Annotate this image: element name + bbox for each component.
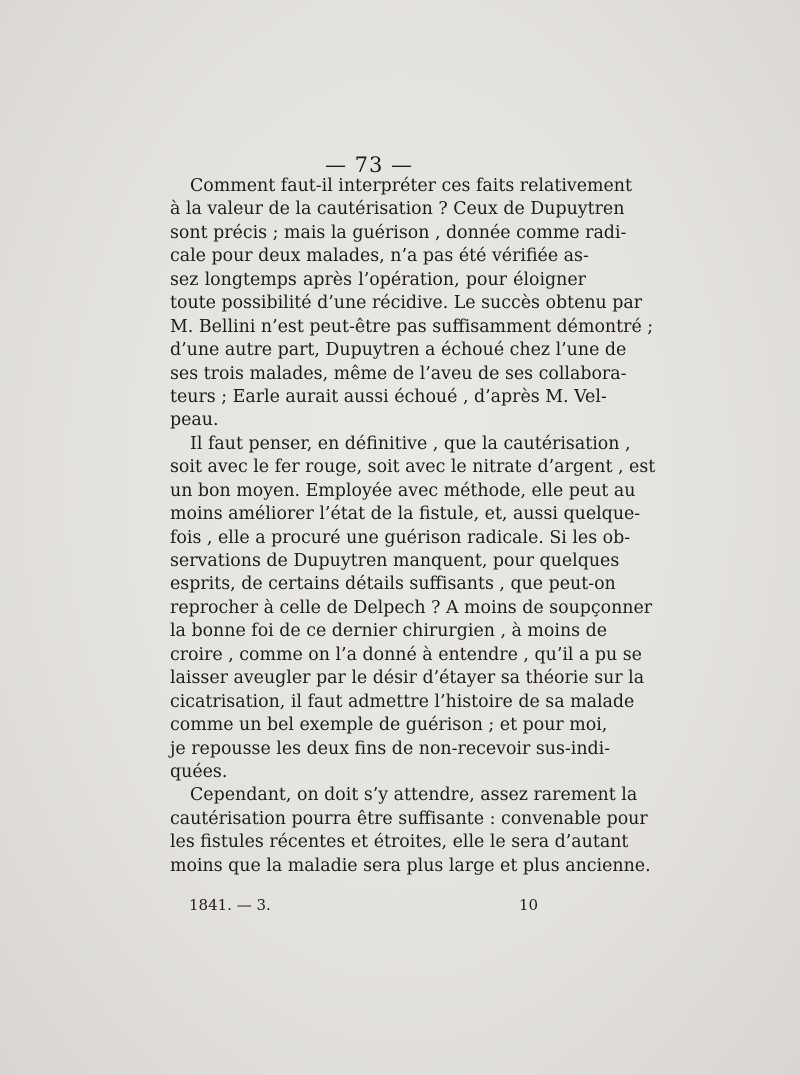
text-line: fois , elle a procuré une guérison radicale. Si les ob-: [170, 527, 631, 548]
text-line: M. Bellini n’est peut-être pas suffisamment démontré ;: [170, 316, 654, 337]
text-line: sez longtemps après l’opération, pour éloigner: [170, 269, 586, 290]
printer-signature: 1841. — 3.: [189, 896, 271, 914]
text-line: à la valeur de la cautérisation ? Ceux de Dupuytren: [170, 199, 625, 220]
text-line: esprits, de certains détails suffisants , que peut-on: [170, 574, 616, 595]
text-line: Comment faut-il interpréter ces faits relativement: [190, 176, 632, 196]
text-line: soit avec le fer rouge, soit avec le nitrate d’argent , est: [170, 457, 656, 478]
text-line: servations de Dupuytren manquent, pour quelques: [170, 551, 620, 571]
text-line: je repousse les deux fins de non-recevoir sus-indi-: [170, 738, 611, 759]
text-line: Cependant, on doit s’y attendre, assez rarement la: [190, 785, 638, 806]
text-line: reprocher à celle de Delpech ? A moins de soupçonner: [170, 597, 653, 618]
text-line: peau.: [170, 410, 219, 431]
text-line: moins que la maladie sera plus large et plus ancienne.: [170, 855, 651, 876]
sheet-number: 10: [519, 896, 539, 914]
text-line: toute possibilité d’une récidive. Le succès obtenu par: [170, 293, 643, 314]
text-line: cicatrisation, il faut admettre l’histoire de sa malade: [170, 691, 635, 712]
text-line: d’une autre part, Dupuytren a échoué chez l’une de: [170, 340, 627, 361]
text-line: moins améliorer l’état de la fistule, et, aussi quelque-: [170, 504, 641, 525]
text-line: ses trois malades, même de l’aveu de ses collabora-: [170, 363, 627, 384]
paragraph-1: [170, 175, 654, 433]
page-number-header: — 73 —: [324, 153, 414, 177]
text-line: croire , comme on l’a donné à entendre , qu’il a pu se: [170, 644, 642, 665]
text-line: teurs ; Earle aurait aussi échoué , d’après M. Vel-: [170, 386, 607, 407]
text-line: comme un bel exemple de guérison ; et pour moi,: [170, 715, 608, 736]
text-line: quées.: [170, 761, 228, 782]
text-line: les fistules récentes et étroites, elle le sera d’autant: [170, 832, 629, 853]
text-line: cautérisation pourra être suffisante : convenable pour: [170, 808, 648, 829]
body-text: [170, 175, 656, 878]
text-line: la bonne foi de ce dernier chirurgien , à moins de: [170, 621, 608, 642]
text-line: Il faut penser, en définitive , que la cautérisation ,: [190, 433, 631, 454]
text-line: laisser aveugler par le désir d’étayer sa théorie sur la: [170, 668, 645, 689]
paragraph-2: [170, 433, 656, 785]
text-line: un bon moyen. Employée avec méthode, elle peut au: [170, 480, 636, 501]
text-line: sont précis ; mais la guérison , donnée comme radi-: [170, 222, 627, 243]
text-line: cale pour deux malades, n’a pas été vérifiée as-: [170, 246, 589, 267]
paragraph-3: [170, 784, 651, 878]
